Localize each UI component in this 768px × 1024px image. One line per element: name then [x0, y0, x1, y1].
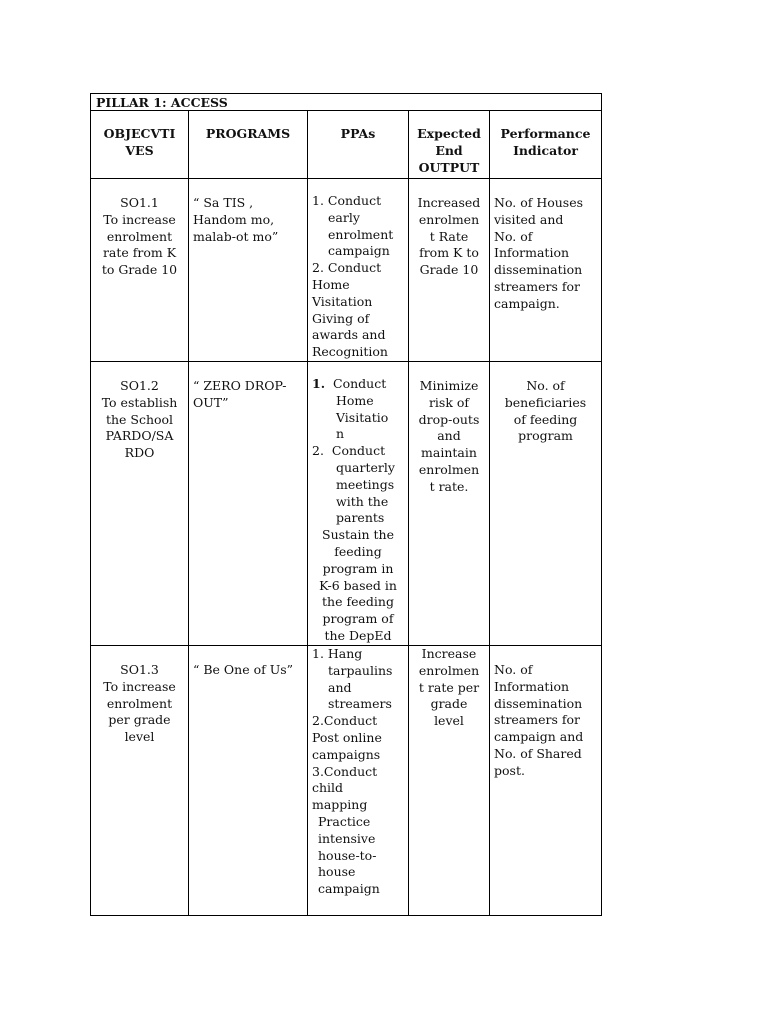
table-row — [91, 646, 601, 915]
header-row — [91, 111, 601, 179]
header-ppas: PPAs — [308, 111, 409, 178]
objective-cell: SO1.1 To increase enrolment rate from K to Grade 10 — [91, 179, 189, 361]
ppas-cell: 1. Conduct Home Visitatio n 2. Conduct quarterly meetings with the parents Sustain the feeding program in K-6 based in the feeding program of the DepEd — [308, 362, 409, 645]
indicator-cell: No. of Houses visited and No. of Information dissemination streamers for campaign. — [494, 195, 584, 311]
ppas-cell: 1. Hang tarpaulins and streamers 2.Conduct Post online campaigns 3.Conduct child mapping Practice intensive house-to- house campaign — [308, 646, 409, 915]
pillar-table — [90, 93, 602, 916]
indicator-cell: No. of Information dissemination streamers for campaign and No. of Shared post. — [494, 662, 584, 778]
header-performance-indicator: Performance Indicator — [500, 126, 591, 158]
pillar-title: PILLAR 1: ACCESS — [91, 94, 601, 111]
objective-cell: SO1.3 To increase enrolment per grade level — [91, 646, 189, 915]
indicator-cell: No. of beneficiaries of feeding program — [504, 378, 587, 444]
ppas-cell: 1. Conduct early enrolment campaign 2. Conduct Home Visitation Giving of awards and Recognition — [308, 179, 409, 361]
output-cell: Increased enrolmen t Rate from K to Grade 10 — [409, 179, 490, 361]
table-row — [91, 179, 601, 362]
header-programs: PROGRAMS — [189, 111, 308, 178]
header-objectives: OBJECVTI VES — [91, 111, 189, 178]
table-row — [91, 362, 601, 646]
program-cell: “ ZERO DROP- OUT” — [189, 362, 308, 645]
program-cell: “ Be One of Us” — [189, 646, 308, 915]
objective-cell: SO1.2 To establish the School PARDO/SA RDO — [91, 362, 189, 645]
header-expected-output: Expected End OUTPUT — [409, 111, 490, 178]
output-cell: Increase enrolmen t rate per grade level — [409, 646, 490, 915]
program-cell: “ Sa TIS , Handom mo, malab-ot mo” — [189, 179, 308, 361]
output-cell: Minimize risk of drop-outs and maintain enrolmen t rate. — [409, 362, 490, 645]
